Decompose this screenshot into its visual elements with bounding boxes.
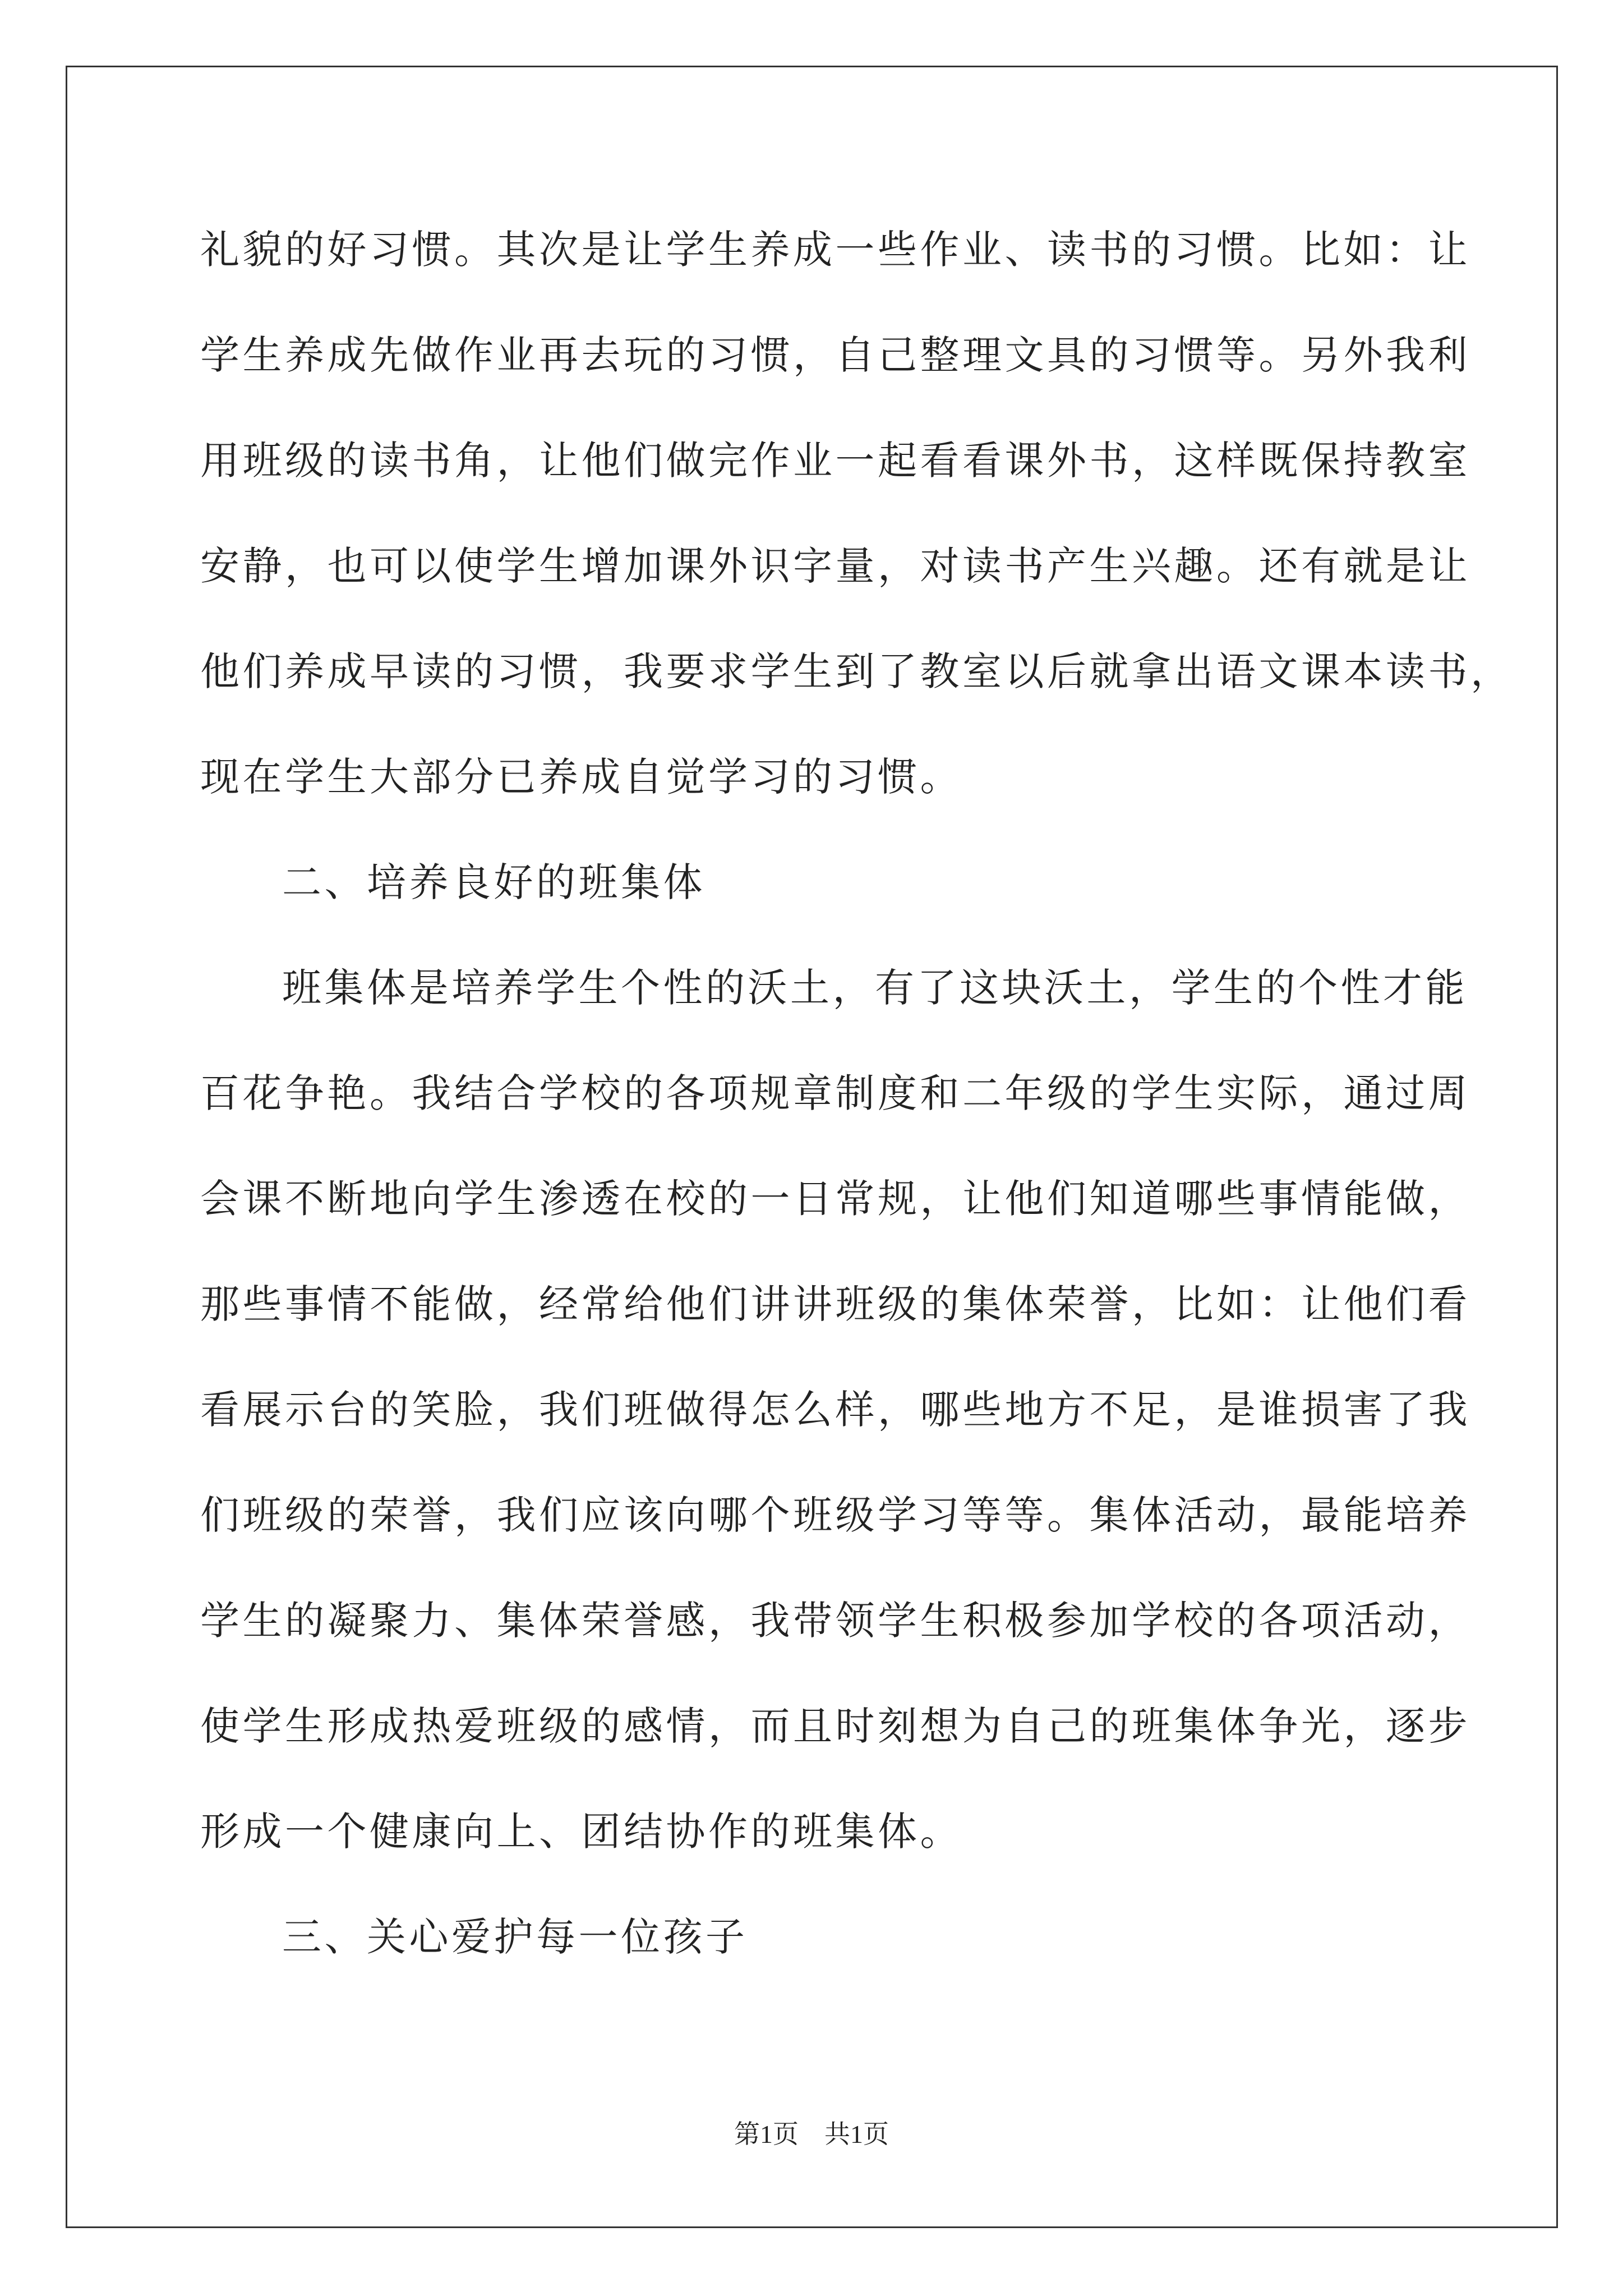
paragraph-line: 用班级的读书角，让他们做完作业一起看看课外书，这样既保持教室 bbox=[200, 438, 1470, 484]
paragraph-line: 会课不断地向学生渗透在校的一日常规，让他们知道哪些事情能做， bbox=[200, 1176, 1470, 1222]
paragraph-line: 学生养成先做作业再去玩的习惯，自己整理文具的习惯等。另外我利 bbox=[200, 332, 1470, 378]
paragraph-line: 班集体是培养学生个性的沃土，有了这块沃土，学生的个性才能 bbox=[282, 965, 1468, 1011]
paragraph-line: 他们养成早读的习惯，我要求学生到了教室以后就拿出语文课本读书， bbox=[200, 648, 1513, 694]
paragraph-line: 安静，也可以使学生增加课外识字量，对读书产生兴趣。还有就是让 bbox=[200, 543, 1470, 589]
paragraph-line: 看展示台的笑脸，我们班做得怎么样，哪些地方不足，是谁损害了我 bbox=[200, 1387, 1470, 1433]
section-heading: 三、关心爱护每一位孩子 bbox=[282, 1914, 748, 1960]
document-body bbox=[200, 210, 1513, 2003]
paragraph-line: 们班级的荣誉，我们应该向哪个班级学习等等。集体活动，最能培养 bbox=[200, 1492, 1470, 1538]
paragraph-line: 百花争艳。我结合学校的各项规章制度和二年级的学生实际，通过周 bbox=[200, 1070, 1470, 1116]
paragraph-line: 学生的凝聚力、集体荣誉感，我带领学生积极参加学校的各项活动， bbox=[200, 1598, 1470, 1644]
page-number-footer: 第1页 共1页 bbox=[734, 2120, 889, 2148]
paragraph-line: 使学生形成热爱班级的感情，而且时刻想为自己的班集体争光，逐步 bbox=[200, 1703, 1470, 1749]
paragraph-line: 现在学生大部分已养成自觉学习的习惯。 bbox=[200, 754, 962, 800]
paragraph-line: 形成一个健康向上、团结协作的班集体。 bbox=[200, 1809, 962, 1855]
section-heading: 二、培养良好的班集体 bbox=[282, 859, 706, 905]
paragraph-line: 礼貌的好习惯。其次是让学生养成一些作业、读书的习惯。比如：让 bbox=[200, 227, 1470, 273]
paragraph-line: 那些事情不能做，经常给他们讲讲班级的集体荣誉，比如：让他们看 bbox=[200, 1281, 1470, 1327]
